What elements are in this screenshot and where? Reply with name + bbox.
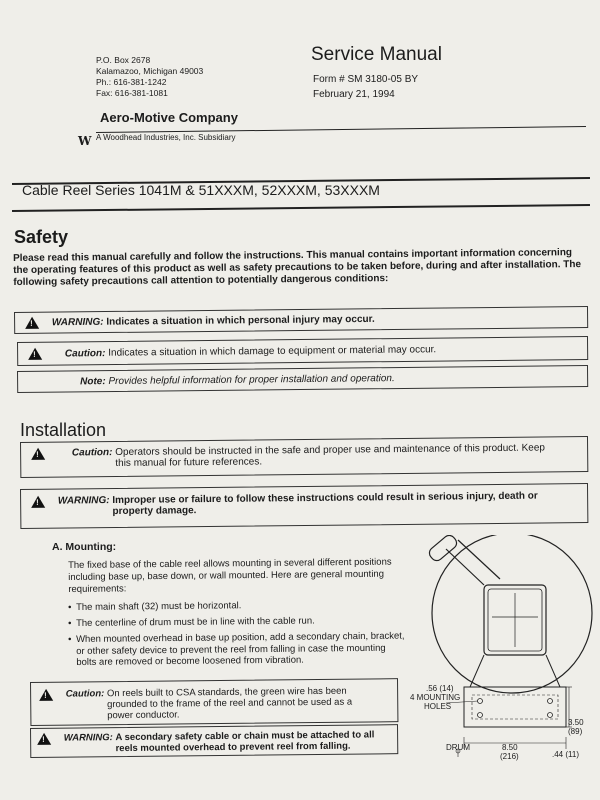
note-label: Note:	[80, 376, 106, 388]
warning-definition-box	[14, 306, 588, 334]
caution-definition-box	[17, 336, 588, 366]
caution-label: Caution:	[71, 447, 113, 459]
holes-label: 4 MOUNTING	[410, 693, 461, 702]
holes-dimension: .56 (14)	[426, 684, 454, 693]
height-dimension: 3.50	[568, 718, 584, 727]
holes-label: HOLES	[424, 702, 452, 711]
drum-label: DRUM	[446, 743, 470, 752]
mounting-paragraph: The fixed base of the cable reel allows mounting in several different positions including base up, base down, or wall mounted. Here are general mounting requirements:	[68, 556, 392, 595]
caution-text: Operators should be instructed in the safe and proper use and maintenance of this product. Keep this manual for future references.	[115, 442, 545, 470]
warning-label: WARNING:	[57, 495, 110, 507]
series-title: Cable Reel Series 1041M & 51XXXM, 52XXXM, 53XXXM	[22, 182, 380, 198]
manual-date: February 21, 1994	[313, 89, 395, 100]
mounting-bullet: • When mounted overhead in base up position, add a secondary chain, bracket, or other safety device to prevent the reel from falling in case the mounting bolts are removed or become loosened from vibration.	[76, 631, 406, 669]
width-dimension: 8.50	[502, 743, 518, 752]
form-number: Form # SM 3180-05 BY	[313, 74, 419, 85]
warning-text: Indicates a situation in which personal injury may occur.	[106, 313, 375, 328]
csa-caution-box	[30, 678, 398, 726]
safety-heading: Safety	[14, 227, 69, 247]
mounting-heading: A. Mounting:	[52, 541, 117, 553]
warning-label: WARNING:	[63, 732, 113, 744]
note-text: Provides helpful information for proper installation and operation.	[108, 373, 395, 388]
mounting-bullet: • The centerline of drum must be in line with the cable run.	[76, 614, 416, 629]
note-definition-box	[17, 365, 588, 393]
warning-triangle-icon	[37, 733, 51, 745]
cable-reel-diagram	[400, 535, 596, 765]
installation-caution-box	[20, 436, 588, 478]
warning-triangle-icon	[39, 689, 53, 701]
chain-warning-text: A secondary safety cable or chain must be attached to all reels mounted overhead to prevent reel from falling.	[115, 729, 375, 755]
safety-intro: Please read this manual carefully and follow the instructions. This manual contains important information concerning the operating features of this product as well as safety precautions to be taken before, during and after installation. The following safety precautions call attention to potentially dangerous conditions:	[13, 247, 582, 288]
address-line: P.O. Box 2678	[96, 55, 151, 65]
caution-label: Caution:	[65, 688, 105, 700]
subsidiary-line: A Woodhead Industries, Inc. Subsidiary	[96, 133, 236, 142]
header-divider	[96, 126, 586, 133]
caution-text: Indicates a situation in which damage to equipment or material may occur.	[108, 344, 437, 359]
woodhead-logo: W	[78, 134, 92, 148]
warning-triangle-icon	[25, 317, 39, 329]
company-name: Aero-Motive Company	[100, 110, 238, 125]
warning-triangle-icon	[31, 448, 45, 460]
csa-caution-text: On reels built to CSA standards, the green wire has been grounded to the frame of the reel and cannot be used as a power conductor.	[106, 685, 353, 722]
installation-warning-box	[20, 483, 588, 529]
reel-drawing	[400, 535, 596, 765]
address-line: Fax: 616-381-1081	[96, 88, 168, 98]
address-line: Ph.: 616-381-1242	[96, 77, 167, 87]
title-rule-bottom	[12, 204, 590, 212]
edge-dimension: .44 (11)	[552, 750, 579, 759]
installation-heading: Installation	[20, 420, 107, 440]
manual-title: Service Manual	[311, 44, 442, 65]
width-dimension-mm: (216)	[500, 752, 519, 761]
chain-warning-box	[30, 724, 398, 758]
warning-text: Improper use or failure to follow these instructions could result in serious injury, death or property damage.	[112, 490, 538, 518]
address-line: Kalamazoo, Michigan 49003	[96, 66, 204, 76]
warning-triangle-icon	[28, 348, 42, 360]
warning-label: WARNING:	[51, 316, 104, 329]
caution-label: Caution:	[64, 347, 106, 360]
company-address	[96, 55, 203, 99]
height-dimension-mm: (89)	[568, 727, 583, 736]
warning-triangle-icon	[31, 496, 45, 508]
mounting-bullet: • The main shaft (32) must be horizontal.	[76, 598, 416, 613]
